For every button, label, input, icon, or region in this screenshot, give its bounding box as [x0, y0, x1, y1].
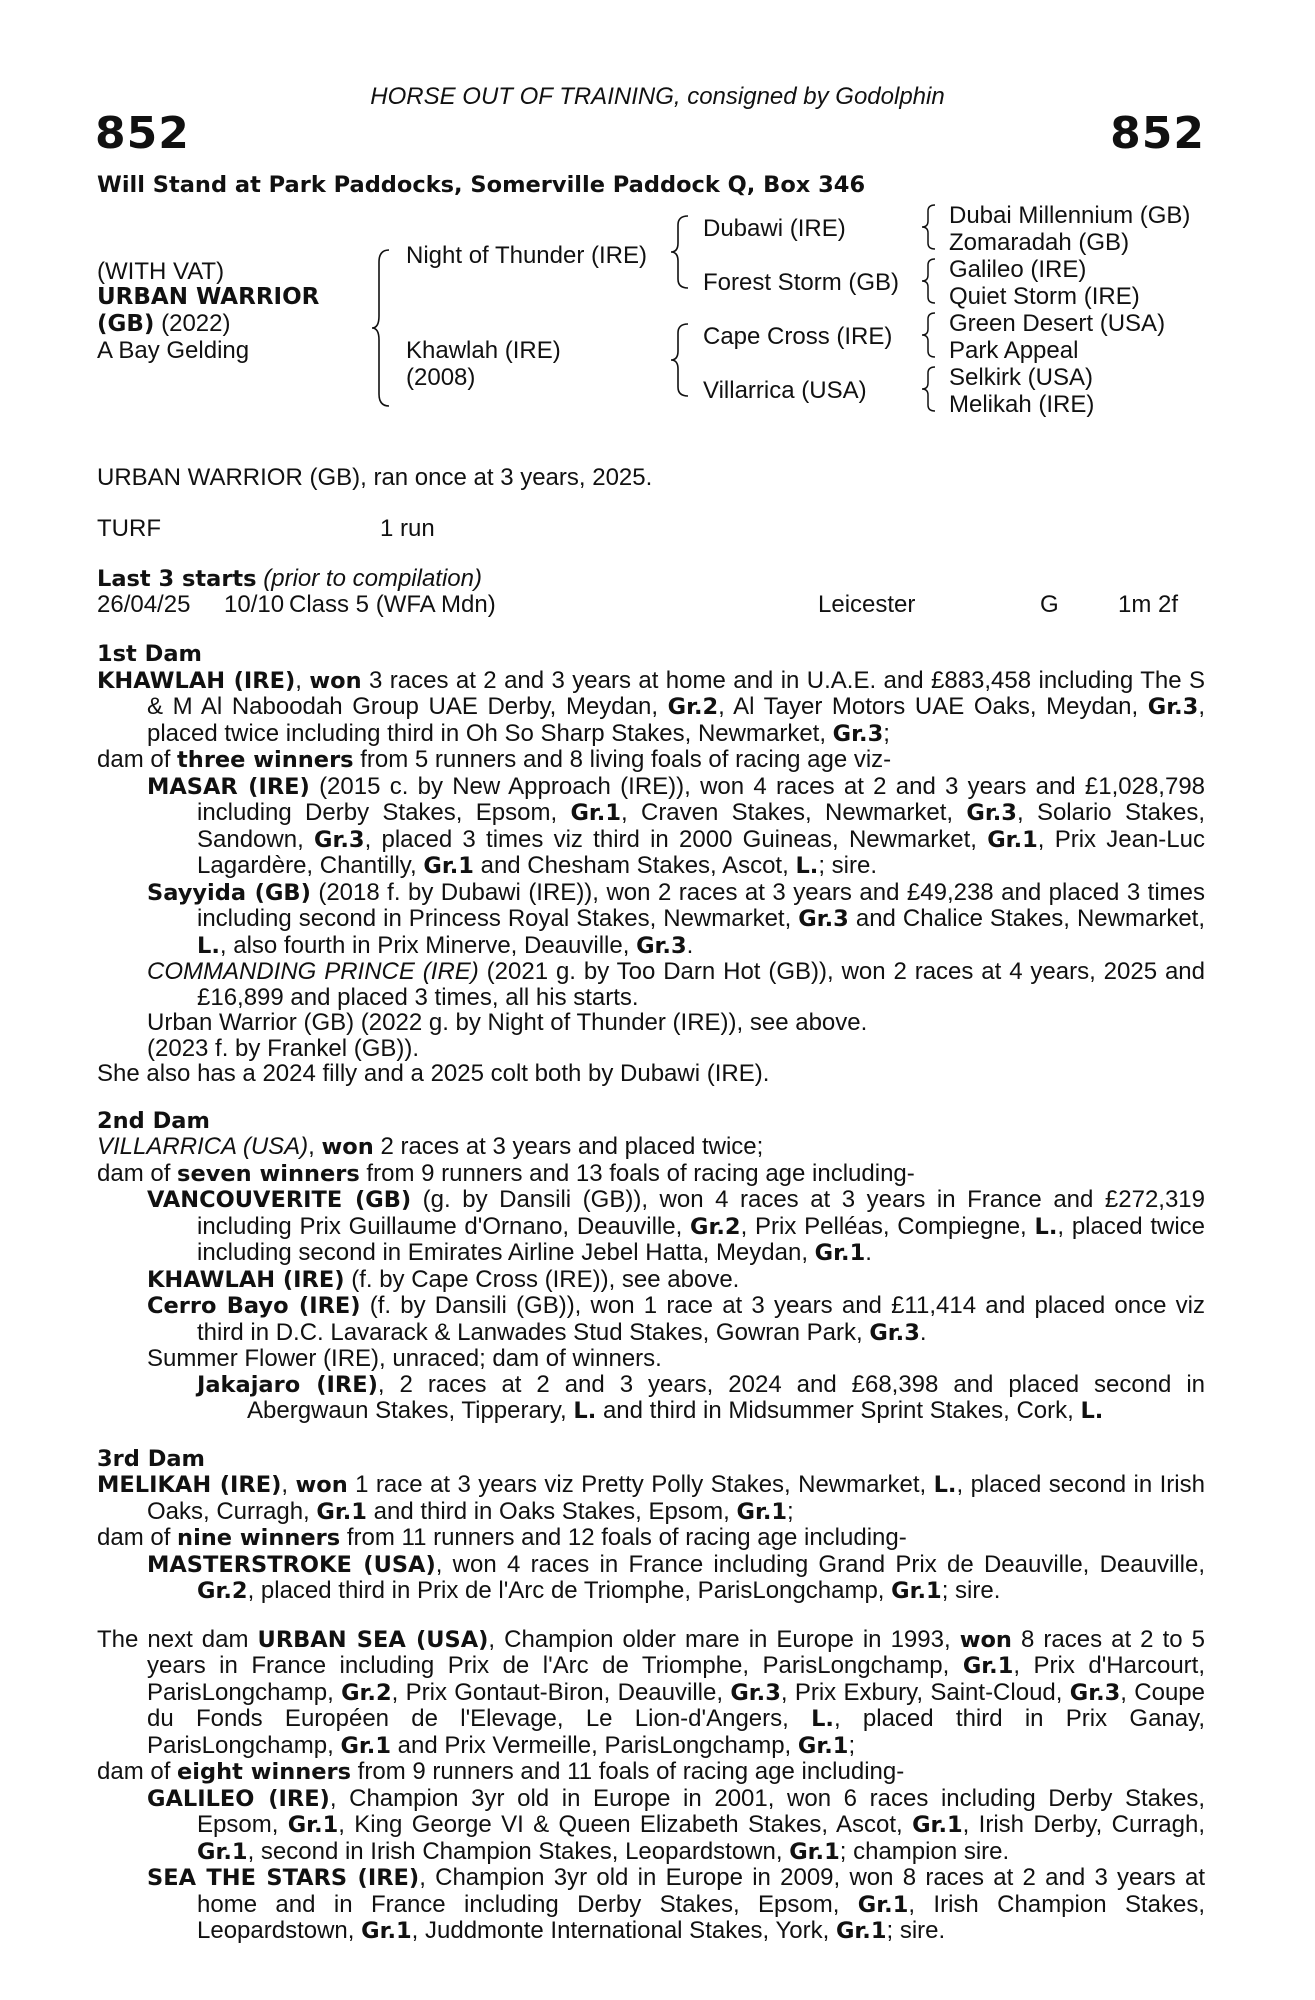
- sire-sire: Dubawi (IRE): [703, 215, 846, 242]
- second-dam-record: VILLARRICA (USA), won 2 races at 3 years and placed twice;: [97, 1133, 764, 1160]
- grandfoal-jakajaro: Jakajaro (IRE), 2 races at 2 and 3 years, 2024 and £68,398 and placed second in Abergwaun Stakes, Tipperary, L. and third in Midsummer Sprint Stakes, Cork, L.: [197, 1370, 1206, 1424]
- horse-name-line: [97, 283, 319, 311]
- foal-urban-warrior: Urban Warrior (GB) (2022 g. by Night of Thunder (IRE)), see above.: [147, 1009, 868, 1036]
- second-dam-produce-summary: dam of seven winners from 9 runners and 13 foals of racing age including-: [97, 1159, 915, 1187]
- first-dam-heading: 1st Dam: [97, 641, 202, 667]
- first-dam-produce-summary: dam of three winners from 5 runners and 8 living foals of racing age viz-: [97, 746, 892, 773]
- foal-sea-the-stars: SEA THE STARS (IRE), Champion 3yr old in Europe in 2009, won 8 races at 2 and 3 years at home and in France including Derby Stakes, Epsom, Gr.1, Irish Champion Stakes, Leopardstown, Gr.1, Juddmonte International Stakes, York, Gr.1; sire.: [147, 1864, 1206, 1944]
- lot-number-left: 852: [95, 108, 190, 159]
- foal-cerro-bayo: Cerro Bayo (IRE) (f. by Dansili (GB)), won 1 race at 3 years and £11,414 and placed once viz third in D.C. Lavarack & Lanwades Stud Stakes, Gowran Park, Gr.3.: [147, 1292, 1205, 1346]
- horse-country-year: [97, 310, 230, 338]
- foal-khawlah: KHAWLAH (IRE) (f. by Cape Cross (IRE)), see above.: [147, 1265, 740, 1293]
- sire-dam: Forest Storm (GB): [703, 269, 900, 296]
- foal-summer-flower: Summer Flower (IRE), unraced; dam of winners.: [147, 1345, 662, 1372]
- horse-name: URBAN WARRIOR: [97, 284, 320, 310]
- dam-dam: Villarrica (USA): [703, 377, 867, 404]
- foal-galileo: GALILEO (IRE), Champion 3yr old in Europe in 2001, won 6 races including Derby Stakes, Epsom, Gr.1, King George VI & Queen Elizabeth Stakes, Ascot, Gr.1, Irish Derby, Curragh, Gr.1, second in Irish Champion Stakes, Leopardstown, Gr.1; champion sire.: [147, 1784, 1206, 1865]
- start-date: 26/04/25: [97, 591, 191, 618]
- ggp-6: Park Appeal: [949, 337, 1079, 364]
- next-dam-record: The next dam URBAN SEA (USA), Champion older mare in Europe in 1993, won 8 races at 2 to 5 years in France including Prix de l'Arc de Triomphe, ParisLongchamp, Gr.1, Prix d'Harcourt, ParisLongchamp, Gr.2, Prix Gontaut-Biron, Deauville, Gr.3, Prix Exbury, Saint-Cloud, Gr.3, Coupe du Fonds Européen de l'Elevage, Le Lion-d'Angers, L., placed third in Prix Ganay, ParisLongchamp, Gr.1 and Prix Vermeille, ParisLongchamp, Gr.1;: [97, 1625, 1205, 1759]
- ggp-3: Galileo (IRE): [949, 256, 1087, 283]
- dam-sire: Cape Cross (IRE): [703, 323, 893, 350]
- next-dam-produce-summary: dam of eight winners from 9 runners and 11 foals of racing age including-: [97, 1758, 905, 1785]
- ggp-7: Selkirk (USA): [949, 364, 1094, 391]
- stand-location: Will Stand at Park Paddocks, Somerville Paddock Q, Box 346: [97, 172, 866, 198]
- start-going: G: [1040, 591, 1059, 618]
- start-position: 10/10: [224, 591, 285, 618]
- dam-history: [97, 642, 1205, 1945]
- ggp-4: Quiet Storm (IRE): [949, 283, 1140, 310]
- next-dam-section: [97, 1627, 1205, 1945]
- pedigree-brace-main: [370, 248, 392, 408]
- dam-line-brace: [669, 322, 691, 398]
- sire: Night of Thunder (IRE): [406, 242, 647, 269]
- ggp-brace-4: [920, 365, 938, 413]
- third-dam-section: [97, 1447, 1205, 1605]
- third-dam-record: MELIKAH (IRE), won 1 race at 3 years viz Pretty Polly Stakes, Newmarket, L., placed second in Irish Oaks, Curragh, Gr.1 and third in Oaks Stakes, Epsom, Gr.1;: [97, 1471, 1205, 1525]
- ggp-2: Zomaradah (GB): [949, 229, 1130, 256]
- start-course: Leicester: [818, 591, 916, 618]
- ggp-5: Green Desert (USA): [949, 310, 1166, 337]
- first-dam-record: KHAWLAH (IRE), won 3 races at 2 and 3 years at home and in U.A.E. and £883,458 including The S & M Al Naboodah Group UAE Derby, Meydan, Gr.2, Al Tayer Motors UAE Oaks, Meydan, Gr.3, placed twice including third in Oh So Sharp Stakes, Newmarket, Gr.3;: [97, 666, 1205, 747]
- second-dam-heading: 2nd Dam: [97, 1107, 210, 1134]
- last-starts-heading: [97, 565, 482, 593]
- race-record-summary: URBAN WARRIOR (GB), ran once at 3 years, 2025.: [97, 464, 653, 491]
- consignment-line: HORSE OUT OF TRAINING, consigned by Godolphin: [370, 83, 945, 110]
- foal-masar: MASAR (IRE) (2015 c. by New Approach (IRE)), won 4 races at 2 and 3 years and £1,028,798 including Derby Stakes, Epsom, Gr.1, Craven Stakes, Newmarket, Gr.3, Solario Stakes, Sandown, Gr.3, placed 3 times viz third in 2000 Guineas, Newmarket, Gr.1, Prix Jean-Luc Lagardère, Chantilly, Gr.1 and Chesham Stakes, Ascot, L.; sire.: [147, 772, 1206, 879]
- third-dam-produce-summary: dam of nine winners from 11 runners and 12 foals of racing age including-: [97, 1524, 907, 1551]
- surface-label: TURF: [97, 515, 161, 542]
- foal-sayyida: Sayyida (GB) (2018 f. by Dubawi (IRE)), won 2 races at 3 years and £49,238 and placed 3 times including second in Princess Royal Stakes, Newmarket, Gr.3 and Chalice Stakes, Newmarket, L., also fourth in Prix Minerve, Deauville, Gr.3.: [147, 878, 1205, 959]
- ggp-brace-2: [920, 257, 938, 305]
- horse-country: (GB): [97, 311, 155, 337]
- ggp-brace-3: [920, 311, 938, 359]
- third-dam-heading: 3rd Dam: [97, 1445, 205, 1472]
- last-starts-note: (prior to compilation): [256, 565, 482, 592]
- dam-year: (2008): [406, 364, 476, 391]
- start-race: Class 5 (WFA Mdn): [289, 591, 496, 618]
- lot-number-right: 852: [1110, 108, 1205, 159]
- horse-description: A Bay Gelding: [97, 337, 250, 364]
- vat-note: (WITH VAT): [97, 258, 225, 285]
- start-distance: 1m 2f: [1118, 591, 1179, 618]
- foal-masterstroke: MASTERSTROKE (USA), won 4 races in France including Grand Prix de Deauville, Deauville, Gr.2, placed third in Prix de l'Arc de Triomphe, ParisLongchamp, Gr.1; sire.: [147, 1550, 1205, 1604]
- ggp-brace-1: [920, 203, 938, 251]
- foal-2023-filly: (2023 f. by Frankel (GB)).: [147, 1034, 420, 1062]
- second-dam-section: [97, 1109, 1205, 1425]
- surface-runs: 1 run: [380, 515, 435, 542]
- first-dam-later-foals: She also has a 2024 filly and a 2025 colt both by Dubawi (IRE).: [97, 1060, 770, 1087]
- foal-commanding-prince: COMMANDING PRINCE (IRE) (2021 g. by Too Darn Hot (GB)), won 2 races at 4 years, 2025 and £16,899 and placed 3 times, all his starts.: [147, 958, 1205, 1011]
- foal-vancouverite: VANCOUVERITE (GB) (g. by Dansili (GB)), won 4 races at 3 years in France and £272,319 including Prix Guillaume d'Ornano, Deauville, Gr.2, Prix Pelléas, Compiegne, L., placed twice including second in Emirates Airline Jebel Hatta, Meydan, Gr.1.: [147, 1186, 1206, 1266]
- dam: Khawlah (IRE): [406, 337, 561, 364]
- ggp-8: Melikah (IRE): [949, 391, 1095, 418]
- horse-year: (2022): [154, 310, 231, 337]
- sire-line-brace: [669, 214, 691, 290]
- first-dam-section: [97, 642, 1205, 1087]
- ggp-1: Dubai Millennium (GB): [949, 202, 1191, 229]
- last-starts-title: Last 3 starts: [97, 566, 257, 592]
